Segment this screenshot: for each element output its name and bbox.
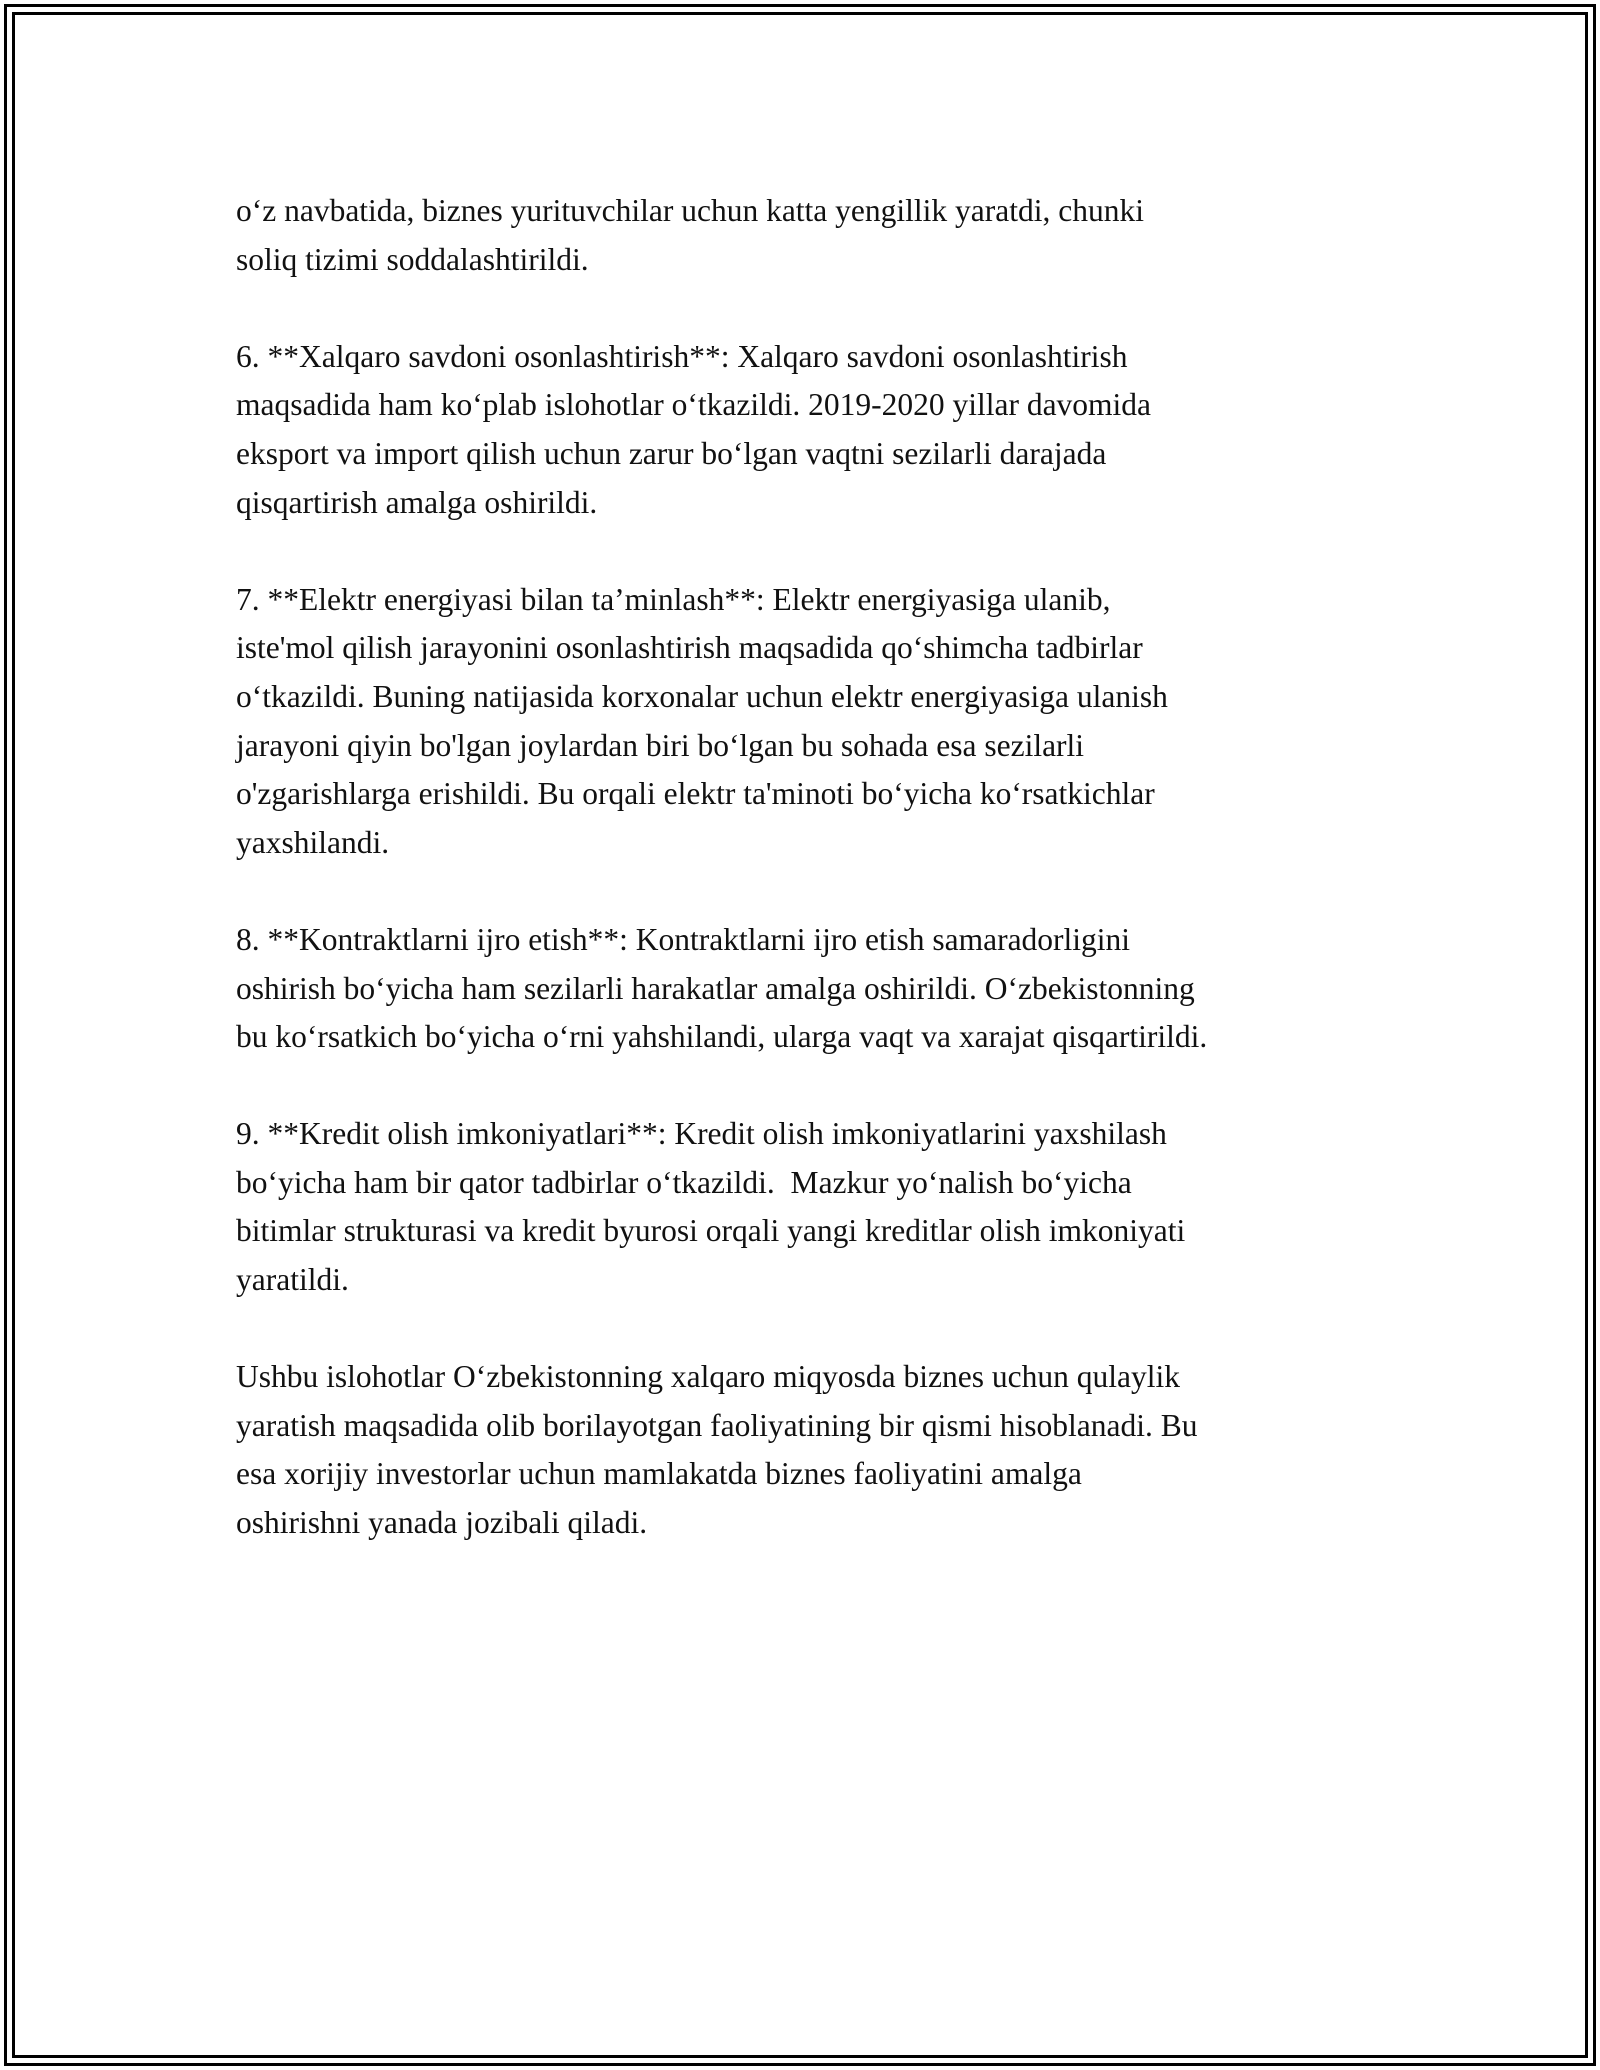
text-line: yaratish maqsadida olib borilayotgan faoliyatining bir qismi hisoblanadi. Bu xyxy=(236,1407,1198,1443)
paragraph-credit xyxy=(236,1110,1386,1304)
text-line: jarayoni qiyin bo'lgan joylardan biri bo‘lgan bu sohada esa sezilarli xyxy=(236,727,1085,763)
text-line: 9. **Kredit olish imkoniyatlari**: Kredit olish imkoniyatlarini yaxshilash xyxy=(236,1116,1167,1152)
text-line: bitimlar strukturasi va kredit byurosi orqali yangi kreditlar olish imkoniyati xyxy=(236,1213,1186,1249)
paragraph-contracts xyxy=(236,916,1386,1062)
text-line: yaratildi. xyxy=(236,1262,349,1298)
text-line: oshirishni yanada jozibali qiladi. xyxy=(236,1505,648,1541)
text-line: maqsadida ham ko‘plab islohotlar o‘tkazildi. 2019-2020 yillar davomida xyxy=(236,387,1152,423)
text-line: 7. **Elektr energiyasi bilan ta’minlash**: Elektr energiyasiga ulanib, xyxy=(236,581,1111,617)
text-line: yaxshilandi. xyxy=(236,824,390,860)
text-line: eksport va import qilish uchun zarur bo‘lgan vaqtni sezilarli darajada xyxy=(236,435,1107,471)
text-line: 6. **Xalqaro savdoni osonlashtirish**: Xalqaro savdoni osonlashtirish xyxy=(236,338,1128,374)
text-line: o‘z navbatida, biznes yurituvchilar uchun katta yengillik yaratdi, chunki xyxy=(236,193,1144,228)
text-line: iste'mol qilish jarayonini osonlashtirish maqsadida qo‘shimcha tadbirlar xyxy=(236,630,1143,666)
text-line: o'zgarishlarga erishildi. Bu orqali elektr ta'minoti bo‘yicha ko‘rsatkichlar xyxy=(236,776,1155,812)
text-line: Ushbu islohotlar O‘zbekistonning xalqaro miqyosda biznes uchun qulaylik xyxy=(236,1359,1180,1395)
text-line: 8. **Kontraktlarni ijro etish**: Kontraktlarni ijro etish samaradorligini xyxy=(236,921,1131,957)
text-line: qisqartirish amalga oshirildi. xyxy=(236,484,598,520)
text-line: soliq tizimi soddalashtirildi. xyxy=(236,241,589,277)
paragraph-electricity xyxy=(236,576,1386,868)
text-line: esa xorijiy investorlar uchun mamlakatda biznes faoliyatini amalga xyxy=(236,1456,1082,1492)
paragraph-conclusion xyxy=(236,1353,1386,1547)
text-line: bo‘yicha ham bir qator tadbirlar o‘tkazildi. Mazkur yo‘nalish bo‘yicha xyxy=(236,1164,1132,1200)
paragraph-tax-continuation xyxy=(236,187,1386,284)
text-line: oshirish bo‘yicha ham sezilarli harakatlar amalga oshirildi. O‘zbekistonning xyxy=(236,970,1195,1006)
text-line: o‘tkazildi. Buning natijasida korxonalar uchun elektr energiyasiga ulanish xyxy=(236,678,1168,714)
paragraph-international-trade xyxy=(236,333,1386,527)
document-body xyxy=(236,187,1386,1596)
text-line: bu ko‘rsatkich bo‘yicha o‘rni yahshilandi, ularga vaqt va xarajat qisqartirildi. xyxy=(236,1019,1208,1055)
